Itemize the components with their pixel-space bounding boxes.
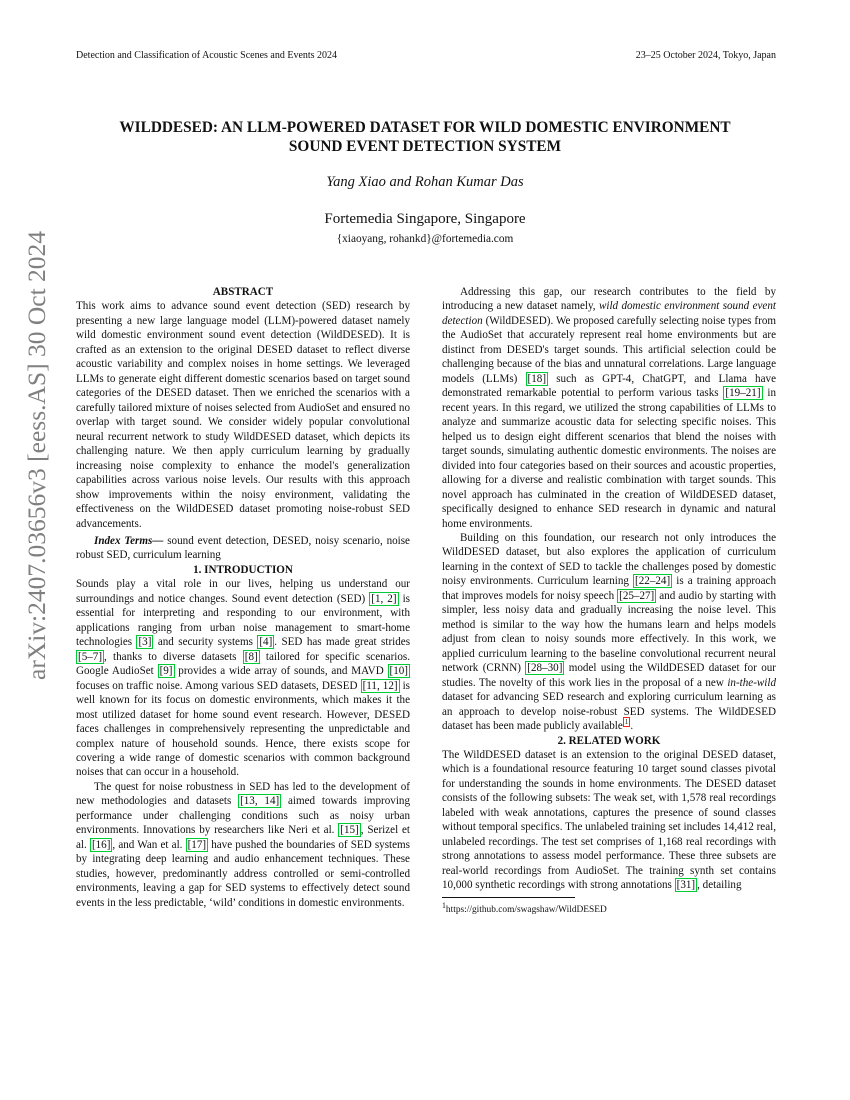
- index-terms: [76, 534, 410, 563]
- citation-link[interactable]: [8]: [244, 650, 258, 663]
- index-terms-text: sound event detection, DESED, noisy scenario, noise robust SED, curriculum learning: [76, 534, 410, 562]
- related-paragraph-1: The WildDESED dataset is an extension to the original DESED dataset, which is a foundational resource featuring 10 target sound classes pivotal for understanding the sounds in home environments. The DESED dataset consists of the following subsets: The weak set, with 1,578 real recordings labeled with weak annotations, captures the presence of sound classes without temporal specifics. The unlabeled training set includes 14,412 real, unlabeled recordings. The test set comprises of 1,168 real recordings with strong annotations to assess model performance. These three subsets are real-world recordings from AudioSet. The training synth set contains 10,000 synthetic recordings with strong annotations [31] , detailing: [442, 749, 776, 892]
- citation-link[interactable]: [17]: [187, 838, 207, 851]
- date-location-header: 23–25 October 2024, Tokyo, Japan: [635, 50, 776, 61]
- title-line-2: SOUND EVENT DETECTION SYSTEM: [288, 138, 562, 155]
- citation-link[interactable]: [4]: [259, 636, 273, 649]
- intro-paragraph-1: Sounds play a vital role in our lives, helping us understand our surroundings and notice changes. Sound event detection (SED) [1, 2] is essential for interpreting and responding to our environment, with applications ranging from urban noise management to smart-home technologies [3] and security systems [4] . SED has made great strides [5–7] , thanks to diverse datasets [8] tailored for specific scenarios. Google AudioSet [9] provides a wide array of sounds, and MAVD [10] focuses on traffic noise. Among various SED datasets, DESED [11, 12] is well known for its focus on domestic environments, which makes it the most utilized dataset for home sound event research. However, DESED faces challenges in comprehensively representing the unpredictable and complex nature of household sounds. Hence, there exists scope for covering a wide range of domestic scenarios with common background noises that can occur in a household.: [76, 578, 411, 779]
- conference-header: Detection and Classification of Acoustic Scenes and Events 2024: [76, 50, 338, 61]
- affiliation: Fortemedia Singapore, Singapore: [324, 211, 526, 227]
- left-column: [76, 285, 410, 910]
- footnote: [442, 900, 776, 916]
- abstract-text: This work aims to advance sound event detection (SED) research by presenting a new large language model (LLM)-powered dataset namely wild domestic environment sound event detection (WildDESED). It is crafted as an extension to the original DESED dataset to reflect diverse acoustic variability and complex noises in home settings. We leveraged LLMs to generate eight different domestic scenarios based on target sound categories of the DESED dataset. Then we enriched the scenarios with a carefully tailored mixture of noises selected from AudioSet and ensured no overlap with target sound. We consider widely popular convolutional neural recurrent network to study WildDESED dataset, which depicts its challenging nature. We then apply curriculum learning by gradually increasing noise complexity to enhance the model's generalization capabilities across various noise levels. Our results with this approach show improvements within the noisy environment, validating the effectiveness on the WildDESED dataset promoting noise-robust SED advancements.: [76, 300, 410, 530]
- citation-link[interactable]: [16]: [91, 838, 111, 851]
- citation-link[interactable]: [11, 12]: [362, 679, 398, 692]
- citation-link[interactable]: [22–24]: [635, 575, 671, 588]
- paper-title: [60, 118, 790, 156]
- email: {xiaoyang, rohankd}@fortemedia.com: [336, 233, 514, 245]
- citation-link[interactable]: [31]: [676, 879, 696, 892]
- right-column: [442, 285, 776, 916]
- related-work-heading: 2. RELATED WORK: [557, 734, 661, 747]
- abstract-heading: ABSTRACT: [212, 286, 274, 298]
- intro-paragraph-4: Building on this foundation, our research not only introduces the WildDESED dataset, but also explores the application of curriculum learning in the context of SED to tackle the challenges posed by domestic noisy environments. Curriculum learning [22–24] is a training approach that improves models for noisy speech [25–27] and audio by starting with simpler, less noisy data and gradually increasing the noise level. This method is similar to the way how the humans learn and helps models adjust from clean to noisy sounds more effectively. In this work, we applied curriculum learning to the baseline convolutional recurrent neural network (CRNN) [28–30] model using the WildDESED dataset for our studies. The novelty of this work lies in the proposal of a new in-the-wild dataset for advancing SED research and exploring curriculum learning as an approach to develop noise-robust SED systems. The WildDESED dataset has been made publicly available $^1$ .: [442, 531, 776, 733]
- citation-link[interactable]: [1, 2]: [371, 592, 397, 605]
- citation-link[interactable]: [18]: [527, 372, 547, 385]
- citation-link[interactable]: [3]: [138, 636, 152, 649]
- authors: Yang Xiao and Rohan Kumar Das: [326, 174, 524, 190]
- citation-link[interactable]: [9]: [159, 665, 173, 678]
- footnote-ref-link[interactable]: 1: [624, 718, 629, 727]
- title-line-1: WILDDESED: AN LLM-POWERED DATASET FOR WILD DOMESTIC ENVIRONMENT: [119, 119, 731, 136]
- citation-link[interactable]: [10]: [389, 665, 408, 678]
- footnote-mark: 1: [442, 900, 446, 910]
- citation-link[interactable]: [13, 14]: [240, 795, 280, 808]
- footnote-url-link[interactable]: https://github.com/swagshaw/WildDESED: [445, 904, 607, 915]
- index-terms-label: Index Terms—: [94, 534, 164, 547]
- footnote-rule: [442, 897, 575, 898]
- arxiv-stamp: arXiv:2407.03656v3 [eess.AS] 30 Oct 2024: [22, 230, 51, 680]
- intro-paragraph-2: The quest for noise robustness in SED has led to the development of new methodologies and datasets [13, 14] aimed towards improving performance under challenging conditions such as noisy urban environments. Innovations by researchers like Neri et al. [15] , Serizel et al. [16] , and Wan et al. [17] have pushed the boundaries of SED systems by integrating deep learning and audio enhancement techniques. These studies, however, predominantly address controlled or semi-controlled environments, leaving a gap for SED systems to effectively detect sound events in the less predictable, ‘wild’ conditions in domestic environments.: [76, 780, 411, 909]
- citation-link[interactable]: [15]: [340, 824, 359, 837]
- citation-link[interactable]: [5–7]: [78, 650, 103, 663]
- citation-link[interactable]: [25–27]: [619, 589, 655, 602]
- introduction-heading: 1. INTRODUCTION: [193, 563, 293, 576]
- citation-link[interactable]: [19–21]: [725, 387, 761, 400]
- citation-link[interactable]: [28–30]: [527, 662, 563, 675]
- intro-paragraph-3: Addressing this gap, our research contributes to the field by introducing a new dataset namely, wild domestic environment sound event detection (WildDESED). We proposed carefully selecting noise types from the AudioSet that accurately represent real home environments but are distinct from DESED's target sounds. This artificial selection could be challenging because of the bias and unnatural correlations. Large language models (LLMs) [18] such as GPT-4, ChatGPT, and Llama have demonstrated remarkable potential to perform various tasks [19–21] in recent years. In this regard, we utilized the strong capabilities of LLMs to analyze and summarize acoustic data for selecting specific noises. This helped us to design eight different scenarios that blend the noises with target sounds, simulating authentic domestic environments. The noises are divided into four categories based on their sources and acoustic properties, allowing for a diverse and realistic combination with target sounds. This novel approach has culminated in the creation of WildDESED dataset, specifically designed to enhance SED research in dynamic and natural home environments.: [442, 286, 776, 530]
